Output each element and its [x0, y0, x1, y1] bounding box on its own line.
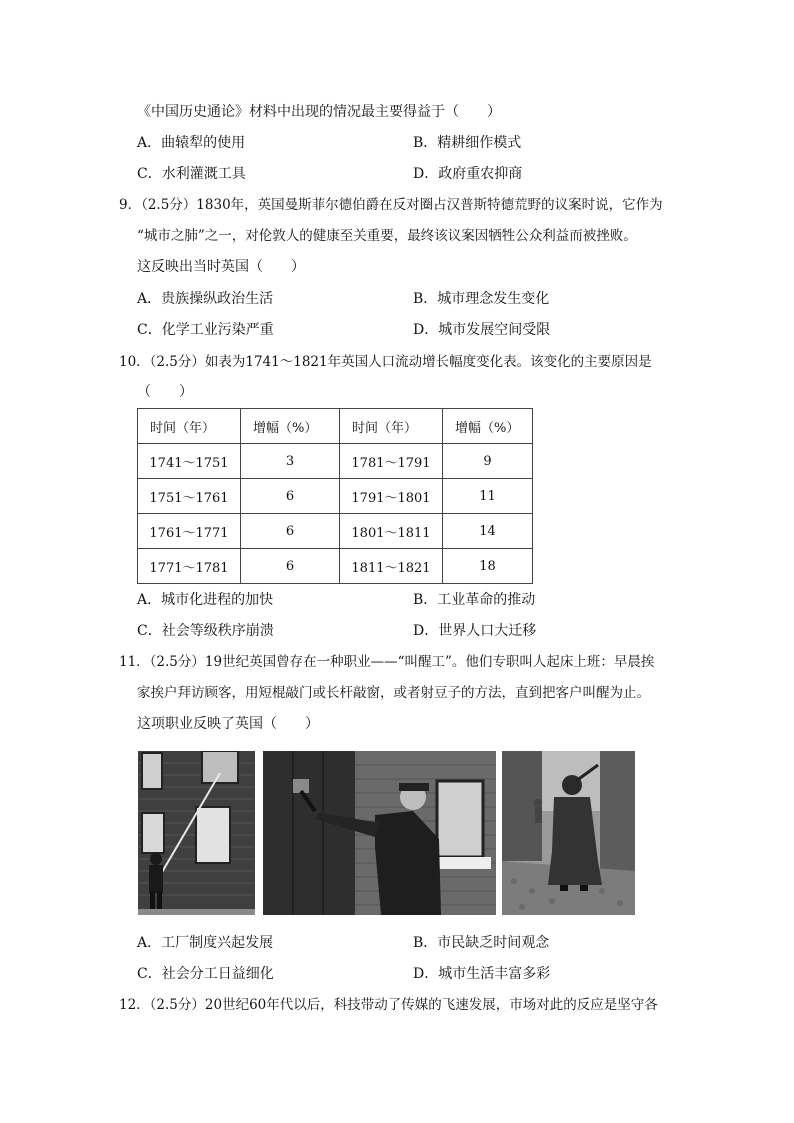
- table-cell: 18: [443, 549, 533, 584]
- q9-stem-line3: 这反映出当时英国（ ）: [137, 259, 305, 275]
- table-header: 增幅（%）: [443, 409, 533, 444]
- table-row: [138, 514, 533, 549]
- q10-option-b[interactable]: B．工业革命的推动: [413, 592, 536, 608]
- table-cell: 1741～1751: [138, 444, 241, 479]
- table-cell: 1751～1761: [138, 479, 241, 514]
- q10-option-a[interactable]: A．城市化进程的加快: [137, 592, 274, 608]
- q11-stem-line1: 11．（2.5分）19世纪英国曾存在一种职业——“叫醒工”。他们专职叫人起床上班：早晨挨: [119, 654, 655, 670]
- q11-option-c[interactable]: C．社会分工日益细化: [137, 966, 274, 982]
- q8-option-b[interactable]: B．精耕细作模式: [413, 135, 522, 151]
- q10-option-d[interactable]: D．世界人口大迁移: [413, 623, 537, 639]
- table-cell: 6: [241, 479, 340, 514]
- q8-option-d[interactable]: D．政府重农抑商: [413, 166, 523, 182]
- q11-option-a[interactable]: A．工厂制度兴起发展: [137, 935, 274, 951]
- table-row: [138, 479, 533, 514]
- population-table: [137, 408, 533, 584]
- table-cell: 6: [241, 549, 340, 584]
- q9-option-b[interactable]: B．城市理念发生变化: [413, 291, 550, 307]
- q11-stem-line3: 这项职业反映了英国（ ）: [137, 716, 319, 732]
- q11-option-d[interactable]: D．城市生活丰富多彩: [413, 966, 551, 982]
- q11-option-b[interactable]: B．市民缺乏时间观念: [413, 935, 550, 951]
- q9-stem-line1: 9．（2.5分）1830年，英国曼斯菲尔德伯爵在反对圈占汉普斯特德荒野的议案时说，它作为: [119, 197, 663, 213]
- q12-stem-line1: 12．（2.5分）20世纪60年代以后，科技带动了传媒的飞速发展，市场对此的反应是坚守各: [119, 997, 658, 1013]
- q8-option-c[interactable]: C．水利灌溉工具: [137, 166, 246, 182]
- table-cell: 1801～1811: [340, 514, 443, 549]
- table-header-row: [138, 409, 533, 444]
- table-row: [138, 549, 533, 584]
- q8-option-a[interactable]: A．曲辕犁的使用: [137, 135, 246, 151]
- q9-stem-line2: “城市之肺”之一，对伦敦人的健康至关重要，最终该议案因牺牲公众利益而被挫败。: [137, 228, 637, 244]
- q9-option-c[interactable]: C．化学工业污染严重: [137, 322, 274, 338]
- table-header: 时间（年）: [138, 409, 241, 444]
- q11-stem-line2: 家挨户拜访顾客，用短棍敲门或长杆敲窗，或者射豆子的方法，直到把客户叫醒为止。: [137, 685, 650, 701]
- knocker-up-peashooter-photo: [502, 751, 635, 915]
- table-cell: 1811～1821: [340, 549, 443, 584]
- knocker-up-pole-photo: [138, 751, 255, 915]
- table-row: [138, 444, 533, 479]
- q9-option-a[interactable]: A．贵族操纵政治生活: [137, 291, 274, 307]
- q9-option-d[interactable]: D．城市发展空间受限: [413, 322, 551, 338]
- table-cell: 14: [443, 514, 533, 549]
- table-cell: 9: [443, 444, 533, 479]
- q10-option-c[interactable]: C．社会等级秩序崩溃: [137, 623, 274, 639]
- table-cell: 6: [241, 514, 340, 549]
- table-cell: 3: [241, 444, 340, 479]
- table-cell: 11: [443, 479, 533, 514]
- table-header: 增幅（%）: [241, 409, 340, 444]
- table-cell: 1761～1771: [138, 514, 241, 549]
- q10-stem-line2: （ ）: [137, 384, 193, 400]
- table-cell: 1781～1791: [340, 444, 443, 479]
- q10-stem-line1: 10．（2.5分）如表为1741～1821年英国人口流动增长幅度变化表。该变化的主要原因是: [119, 354, 652, 370]
- q8-stem: 《中国历史通论》材料中出现的情况最主要得益于（ ）: [137, 104, 501, 120]
- table-cell: 1771～1781: [138, 549, 241, 584]
- table-header: 时间（年）: [340, 409, 443, 444]
- table-cell: 1791～1801: [340, 479, 443, 514]
- knocker-up-stick-photo: [263, 751, 496, 915]
